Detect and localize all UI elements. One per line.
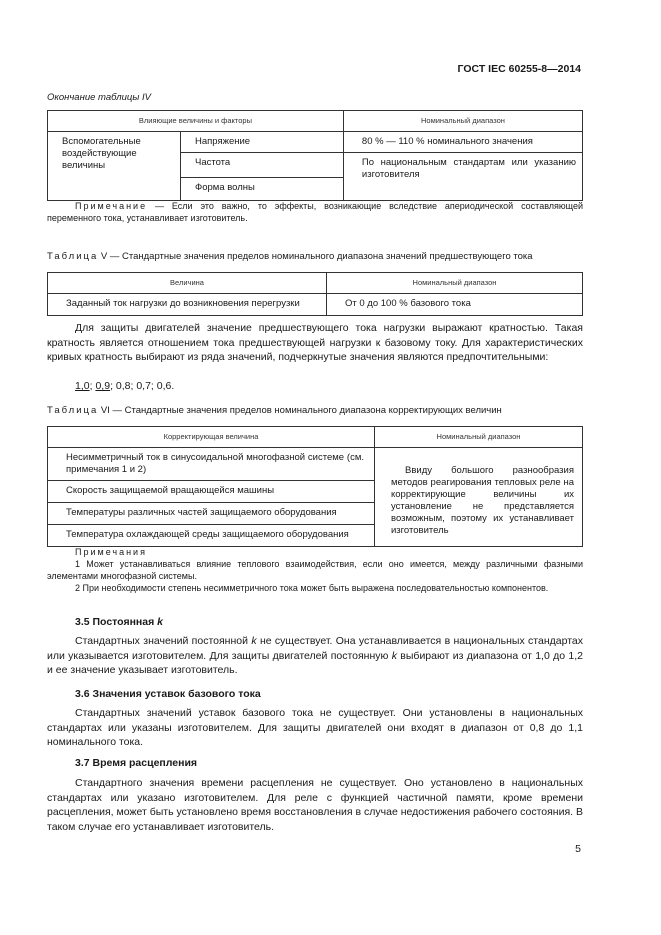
text-var: k bbox=[391, 649, 397, 662]
table5-caption bbox=[47, 251, 533, 262]
table4-factor: Напряжение bbox=[181, 132, 344, 153]
table5 bbox=[47, 272, 583, 316]
section-3-6-text: Стандартных значений уставок базового тока не существует. Они установлены в национальных стандартах или указаны изготовителем. Для защиты двигателей они входят в диапазон от 0,8 до 1,1 номинального тока. bbox=[47, 707, 583, 748]
value-separator: ; bbox=[89, 380, 96, 392]
table5-header-name: Величина bbox=[48, 273, 327, 294]
table6-quantity: Температуры различных частей защищаемого оборудования bbox=[48, 503, 375, 525]
table6-range: Ввиду большого разнообразия методов реагирования тепловых реле на корректирующие величины их установление не представляется возможным, поэтому их устанавливает изготовитель bbox=[375, 448, 583, 547]
section-3-7-text: Стандартного значения времени расцепления не существует. Оно установлено в национальных стандартах или указано изготовителем. Для реле с функцией частичной памяти, кроме времени расцепления, может быть установлено время восстановления в случае недостижения рабочего состояния. В таком случае его устанавливает изготовитель. bbox=[47, 777, 583, 833]
table4 bbox=[47, 110, 583, 201]
note-label: Примечание bbox=[75, 201, 148, 211]
table4-factor: Частота bbox=[181, 153, 344, 178]
table-caption-text: VI — Стандартные значения пределов номинального диапазона корректирующих величин bbox=[98, 405, 502, 416]
section-3-5-title bbox=[75, 616, 163, 628]
table5-header-range: Номинальный диапазон bbox=[327, 273, 583, 294]
table6-note-2: 2 При необходимости степень несимметричного тока может быть выражена последовательностью компонентов. bbox=[75, 583, 549, 593]
section-3-6-title: 3.6 Значения уставок базового тока bbox=[75, 688, 261, 700]
table4-header-factors: Влияющие величины и факторы bbox=[48, 111, 344, 132]
paragraph-multiplicity: Для защиты двигателей значение предшествующего тока нагрузки выражают кратностью. Такая кратность является отношением тока предшествующей нагрузки к базовому току. Для характеристических кривых кратность выбирают из ряда значений, подчеркнутые значения являются предпочтительными: bbox=[47, 322, 583, 363]
text-part: Стандартных значений постоянной bbox=[75, 635, 252, 647]
table6-header-quantity: Корректирующая величина bbox=[48, 427, 375, 448]
other-values: ; 0,8; 0,7; 0,6. bbox=[110, 380, 175, 392]
table6-caption bbox=[47, 405, 502, 416]
section-3-5-text bbox=[47, 634, 583, 678]
table6-notes-label: Примечания bbox=[75, 547, 147, 557]
table5-cell-name: Заданный ток нагрузки до возникновения перегрузки bbox=[48, 294, 327, 316]
table6-quantity: Несимметричный ток в синусоидальной многофазной системе (см. примечания 1 и 2) bbox=[48, 448, 375, 481]
table-label: Таблица bbox=[47, 251, 99, 262]
table6-note-1: 1 Может устанавливаться влияние теплового взаимодействия, если оно имеется, между различными фазными элементами многофазной системы. bbox=[47, 559, 583, 581]
text-part: не существует. Она устанавливается в национальных стандартах или указывается изготовителем. Для защиты двигателей постоянную bbox=[47, 635, 583, 662]
preferred-value: 1,0 bbox=[75, 380, 90, 392]
table6-quantity: Температура охлаждающей среды защищаемого оборудования bbox=[48, 525, 375, 547]
table-caption-text: V — Стандартные значения пределов номинального диапазона значений предшествующего тока bbox=[98, 251, 533, 262]
preferred-value: 0,9 bbox=[95, 380, 111, 392]
multiplicity-values bbox=[75, 379, 174, 394]
note-text: — Если это важно, то эффекты, возникающие вследствие апериодической составляющей переменного тока, устанавливает изготовитель. bbox=[47, 201, 583, 223]
table6-header-range: Номинальный диапазон bbox=[375, 427, 583, 448]
section-title-text: 3.5 Постоянная bbox=[75, 616, 158, 628]
table4-range: 80 % — 110 % номинального значения bbox=[343, 132, 582, 153]
table4-note bbox=[47, 200, 583, 224]
page-number: 5 bbox=[575, 843, 581, 855]
table4-group-label: Вспомогательные воздействующие величины bbox=[48, 132, 181, 201]
section-3-7-title: 3.7 Время расцепления bbox=[75, 757, 198, 769]
document-id-header: ГОСТ IEC 60255-8—2014 bbox=[457, 63, 581, 75]
text-part: выбирают из диапазона от 1,0 до 1,2 и ее значение указывает изготовитель. bbox=[47, 649, 583, 676]
table-label: Таблица bbox=[47, 405, 99, 416]
table4-header-range: Номинальный диапазон bbox=[343, 111, 582, 132]
text-var: k bbox=[251, 635, 257, 647]
table4-factor: Форма волны bbox=[181, 178, 344, 201]
table6-quantity: Скорость защищаемой вращающейся машины bbox=[48, 481, 375, 503]
table4-caption: Окончание таблицы IV bbox=[47, 92, 151, 103]
table5-cell-range: От 0 до 100 % базового тока bbox=[327, 294, 583, 316]
table6 bbox=[47, 426, 583, 547]
table4-range: По национальным стандартам или указанию изготовителя bbox=[343, 153, 582, 201]
section-title-var: k bbox=[157, 616, 163, 628]
